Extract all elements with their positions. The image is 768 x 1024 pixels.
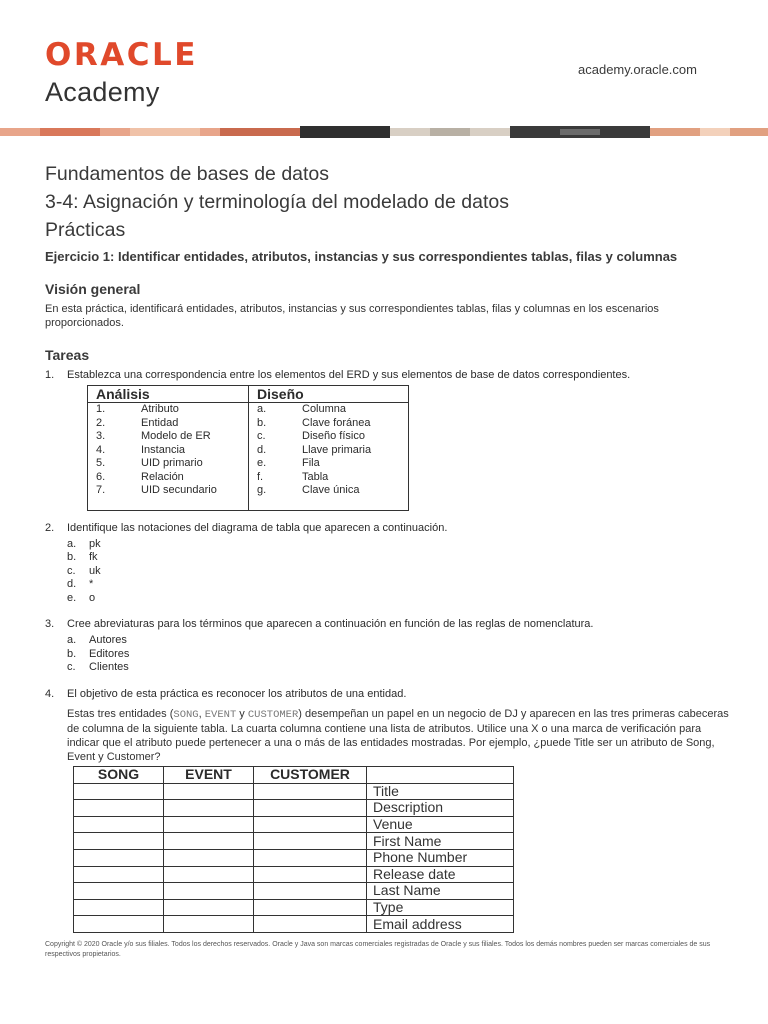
task-4 [45,687,735,701]
overview-text: En esta práctica, identificará entidades, atributos, instancias y sus correspondientes tablas, filas y columnas en los escenarios proporcionados. [45,303,659,329]
task-4-description: Estas tres entidades (SONG, EVENT y CUSTOMER) desempeñan un papel en un negocio de DJ y aparecen en las tres primeras cabeceras de columna de la siguiente tabla. La cuarta columna contiene una lista de atributos. Utilice una X o una marca de verificación para indicar que el atributo puede pertenecer a una o más de las entidades mostradas. Por ejemplo, ¿puede Title ser un atributo de Song, Event y Customer? [67,707,729,763]
song-mark-cell[interactable] [74,833,164,850]
analysis-item: 2. Entidad [96,416,179,429]
event-mark-cell[interactable] [164,916,254,933]
task-3 [45,617,735,631]
analysis-item: 1. Atributo [96,403,179,415]
list-item: c. uk [67,564,101,577]
event-header: EVENT [164,767,254,784]
entity-attribute-table [73,766,514,933]
table-row [74,833,514,850]
design-item: f. Tabla [257,470,329,483]
task-1 [45,368,735,382]
song-mark-cell[interactable] [74,883,164,900]
customer-mark-cell[interactable] [254,899,367,916]
table-row [74,849,514,866]
song-mark-cell[interactable] [74,916,164,933]
attribute-name: Phone Number [367,849,514,866]
design-item: b. Clave foránea [257,416,371,429]
song-mark-cell[interactable] [74,866,164,883]
task-2-list [67,538,735,606]
attribute-name: First Name [367,833,514,850]
event-mark-cell[interactable] [164,849,254,866]
table-row [74,883,514,900]
customer-mark-cell[interactable] [254,816,367,833]
song-mark-cell[interactable] [74,816,164,833]
site-url[interactable]: academy.oracle.com [578,62,697,77]
task-number: 2. [45,521,55,534]
analysis-item: 3. Modelo de ER [96,430,211,442]
song-code: SONG [173,708,199,721]
event-mark-cell[interactable] [164,833,254,850]
event-mark-cell[interactable] [164,816,254,833]
customer-mark-cell[interactable] [254,800,367,817]
tasks-heading: Tareas [45,347,90,363]
analysis-item: 6. Relación [96,470,184,483]
practice-title: Prácticas [45,219,126,241]
oracle-logo: ORACLE [45,37,198,73]
analysis-item: 7. UID secundario [96,484,217,496]
list-item: a. Autores [67,634,127,646]
task-text: Identifique las notaciones del diagrama de tabla que aparecen a continuación. [67,521,448,534]
attribute-name: Venue [367,816,514,833]
design-item: a. Columna [257,403,347,415]
analysis-item: 4. Instancia [96,443,186,456]
table-row [74,916,514,933]
attribute-name: Last Name [367,883,514,900]
customer-mark-cell[interactable] [254,783,367,800]
song-header: SONG [74,767,164,784]
academy-logo: Academy [45,77,160,107]
table-row [74,899,514,916]
list-item: d. * [67,578,94,590]
task-text: Cree abreviaturas para los términos que aparecen a continuación en función de las reglas de nomenclatura. [67,618,594,630]
customer-mark-cell[interactable] [254,849,367,866]
course-title: Fundamentos de bases de datos [45,163,330,185]
task-number: 1. [45,369,55,381]
event-mark-cell[interactable] [164,883,254,900]
song-mark-cell[interactable] [74,899,164,916]
customer-mark-cell[interactable] [254,916,367,933]
analysis-header: Análisis [88,386,249,403]
decorative-banner [0,126,768,138]
customer-mark-cell[interactable] [254,883,367,900]
customer-mark-cell[interactable] [254,833,367,850]
design-item: g. Clave única [257,484,360,496]
customer-mark-cell[interactable] [254,866,367,883]
customer-code: CUSTOMER [247,708,299,721]
list-item: a. pk [67,537,101,550]
song-mark-cell[interactable] [74,783,164,800]
analysis-item: 5. UID primario [96,457,203,469]
design-item: d. Llave primaria [257,443,372,456]
attribute-name: Release date [367,866,514,883]
attribute-name: Type [367,899,514,916]
attribute-header [367,767,514,784]
table-row [74,866,514,883]
event-mark-cell[interactable] [164,899,254,916]
exercise-title: Ejercicio 1: Identificar entidades, atributos, instancias y sus correspondientes tablas, filas y columnas [45,249,678,264]
task-text: El objetivo de esta práctica es reconocer los atributos de una entidad. [67,687,407,700]
design-item: e. Fila [257,457,320,469]
task-number: 3. [45,618,55,630]
list-item: c. Clientes [67,661,129,673]
table-row [74,816,514,833]
matching-table [87,385,409,511]
overview-heading: Visión general [45,281,141,297]
design-header: Diseño [249,386,409,403]
customer-header: CUSTOMER [254,767,367,784]
attribute-name: Description [367,800,514,817]
copyright-footer: Copyright © 2020 Oracle y/o sus filiales. Todos los derechos reservados. Oracle y Java son marcas comerciales registradas de Oracle y sus filiales. Todos los demás nombres pueden ser marcas comerciales de sus respectivos propietarios. [45,941,711,958]
design-item: c. Diseño físico [257,430,365,442]
list-item: e. o [67,591,96,604]
event-mark-cell[interactable] [164,800,254,817]
event-mark-cell[interactable] [164,783,254,800]
song-mark-cell[interactable] [74,800,164,817]
song-mark-cell[interactable] [74,849,164,866]
design-cell [249,403,409,511]
task-3-list [67,634,735,675]
document-body [45,160,735,764]
event-code: EVENT [204,708,237,721]
table-row [74,783,514,800]
task-number: 4. [45,687,55,700]
lesson-title: 3-4: Asignación y terminología del modelado de datos [45,191,509,213]
attribute-name: Title [367,783,514,800]
table-row [74,800,514,817]
list-item: b. fk [67,551,98,563]
attribute-name: Email address [367,916,514,933]
task-text: Establezca una correspondencia entre los elementos del ERD y sus elementos de base de datos correspondientes. [67,369,631,381]
analysis-cell [88,403,249,511]
event-mark-cell[interactable] [164,866,254,883]
task-2 [45,521,735,535]
list-item: b. Editores [67,647,130,660]
